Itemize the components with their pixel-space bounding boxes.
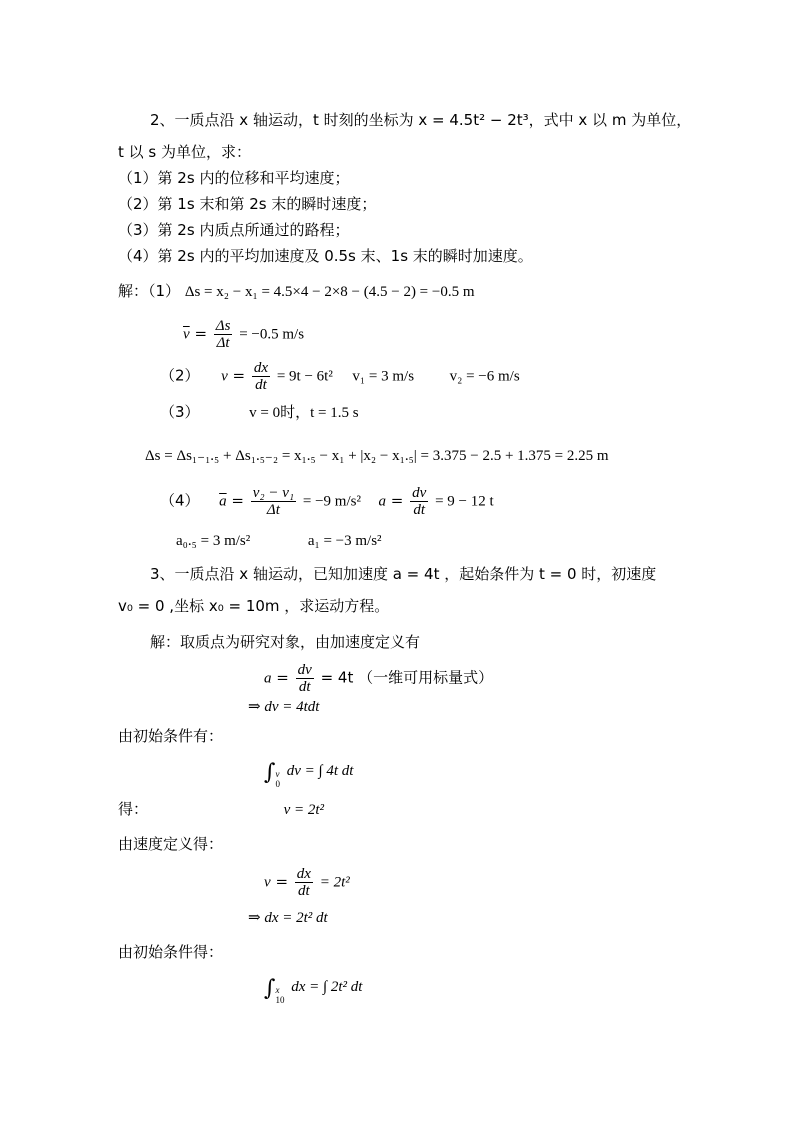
velocity-definition-label: 由速度定义得： [118,835,224,853]
acceleration-equation: = 4t （一维可用标量式） [320,668,494,687]
velocity-definition: v = $\frac{dx}{dt}$ = 2t² [264,866,350,899]
integral-velocity: ∫ v 0 dv = ∫ 4t dt [264,760,354,789]
turning-time: v = 0时，t = 1.5 s [249,405,359,421]
question-2: （2）第 1s 末和第 2s 末的瞬时速度； [118,195,377,213]
integral-position-text: dx = ∫ 2t² dt [291,979,363,995]
problem2-line2: t 以 s 为单位，求： [118,143,252,161]
solution-4-label: （4） [160,491,200,510]
solution-1-avg-velocity: $\overline{v}$ = $\frac{\Delta s}{\Delta t}$ = −0.5 m/s [183,318,305,351]
solution-1-displacement: Δs = x₂ − x₁ = 4.5×4 − 2×8 − (4.5 − 2) = −0.5 m [184,284,475,300]
acceleration-expression: = 9 − 12 t [435,493,494,510]
integral-position: ∫ x 10 dx = ∫ 2t² dt [264,976,363,1005]
solution-1 [118,281,475,302]
solution-3 [160,402,359,423]
got-label: 得： [118,800,149,818]
problem2-line1: 2、一质点沿 x 轴运动，t 时刻的坐标为 x = 4.5t² − 2t³，式中 x 以 m 为单位， [150,111,692,129]
solution-4: （4） $\overline{a}$ = $\frac{\text{v₂ − v₁}}{\Delta t}$ = −9 m/s² a = $\frac{dv}{dt}$ = 9 − 12 t [160,485,494,518]
dx-equation: ⇒ dx = 2t² dt [248,910,328,926]
avg-velocity-value: = −0.5 m/s [239,326,305,343]
acceleration-definition: a = $\frac{dv}{dt}$ = 4t （一维可用标量式） [264,662,494,695]
result-velocity [118,799,324,820]
question-1: （1）第 2s 内的位移和平均速度； [118,169,350,187]
solution-2: （2） v = $\frac{dx}{dt}$ = 9t − 6t² v₁ = 3 m/s v₂ = −6 m/s [160,360,520,393]
acceleration-1s: a₁ = −3 m/s² [307,533,382,549]
velocity-1s: v₁ = 3 m/s [352,368,415,385]
question-3: （3）第 2s 内质点所通过的路程； [118,221,350,239]
solution-4-instant [176,530,382,551]
dv-equation: ⇒ dv = 4tdt [248,699,320,715]
solution-3-path: Δs = Δs₁₋₁.₅ + Δs₁.₅₋₂ = x₁.₅ − x₁ + |x₂ − x₁.₅| = 3.375 − 2.5 + 1.375 = 2.25 m [145,448,609,464]
initial-condition-2: 由初始条件得： [118,943,224,961]
question-4: （4）第 2s 内的平均加速度及 0.5s 末、1s 末的瞬时加速度。 [118,247,533,265]
velocity-expression: = 9t − 6t² [276,368,333,385]
solution-2-label: （2） [160,366,200,385]
problem3-line2: v₀ = 0 ,坐标 x₀ = 10m ，求运动方程。 [118,597,390,615]
velocity-2s: v₂ = −6 m/s [449,368,520,385]
solution-3-label: （3） [160,403,200,421]
problem3-solution-intro: 解：取质点为研究对象，由加速度定义有 [150,633,421,651]
solution-label: 解：（1） [118,282,181,300]
acceleration-05s: a₀.₅ = 3 m/s² [176,533,251,549]
initial-condition-1: 由初始条件有： [118,727,224,745]
velocity-result: v = 2t² [283,802,325,818]
integral-velocity-text: dv = ∫ 4t dt [286,763,354,779]
velocity-equation: = 2t² [319,874,350,891]
problem3-line1: 3、一质点沿 x 轴运动，已知加速度 a = 4t ，起始条件为 t = 0 时，初速度 [150,565,657,583]
avg-acceleration: = −9 m/s² [302,493,361,510]
